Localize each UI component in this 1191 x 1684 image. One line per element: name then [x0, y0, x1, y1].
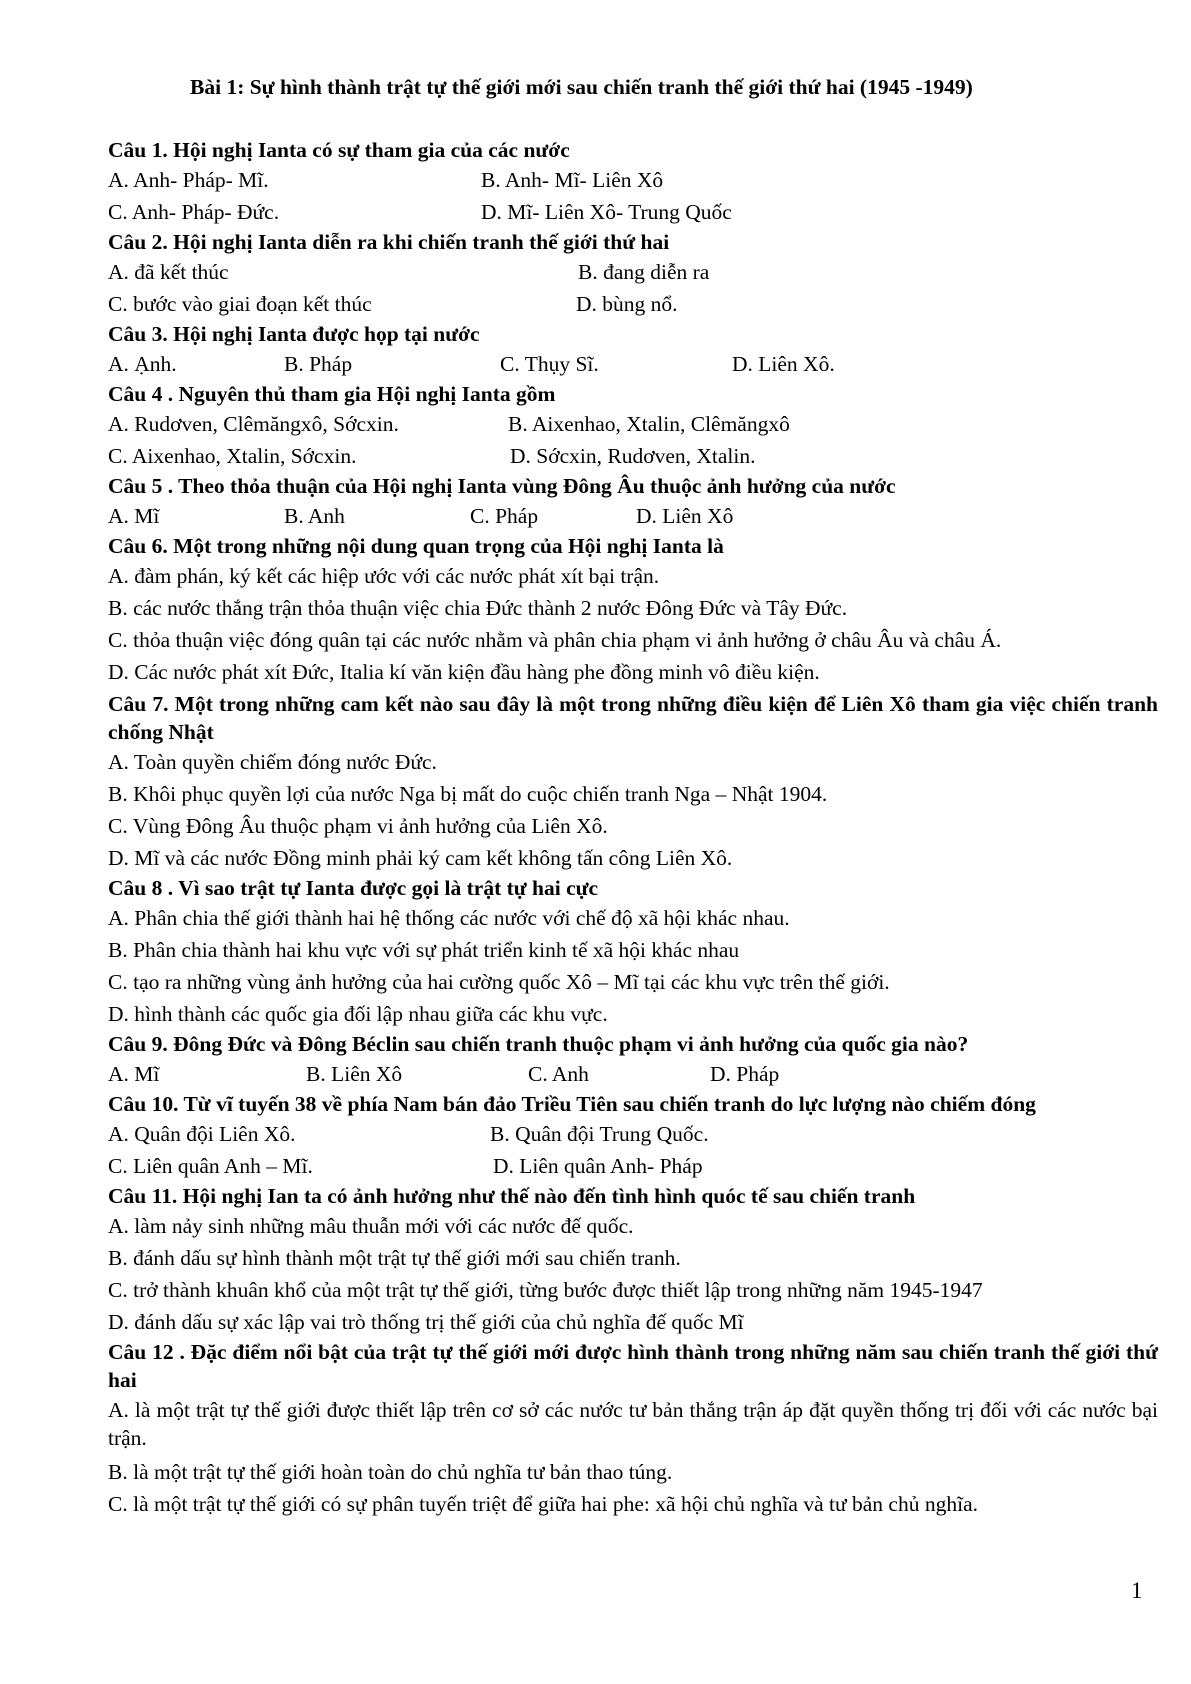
- question-3: [108, 320, 1158, 380]
- option-row: [108, 408, 1158, 440]
- option-c: C. Pháp: [470, 504, 539, 528]
- option-row: [108, 196, 1158, 228]
- option-b: B. đánh dấu sự hình thành một trật tự thế giới mới sau chiến tranh.: [108, 1246, 681, 1270]
- option-a: A. đã kết thúc: [108, 260, 229, 284]
- question-text: Câu 8 . Vì sao trật tự Ianta được gọi là trật tự hai cực: [108, 876, 599, 900]
- option-d: D. Liên quân Anh- Pháp: [493, 1154, 703, 1178]
- question-text: Câu 1. Hội nghị Ianta có sự tham gia của các nước: [108, 138, 570, 162]
- option-a: A. Mĩ: [108, 1062, 160, 1086]
- option-d: D. hình thành các quốc gia đối lập nhau giữa các khu vực.: [108, 1002, 608, 1026]
- option-b: B. Anh: [284, 504, 345, 528]
- option-b: B. các nước thắng trận thỏa thuận việc chia Đức thành 2 nước Đông Đức và Tây Đức.: [108, 596, 848, 620]
- option-a: A. Rudơven, Clêmăngxô, Sớcxin.: [108, 412, 399, 436]
- question-text: Câu 11. Hội nghị Ian ta có ảnh hưởng như thế nào đến tình hình quóc tế sau chiến tranh: [108, 1184, 916, 1208]
- option-row: [108, 500, 1158, 532]
- question-12: [108, 1338, 1158, 1520]
- question-text: Câu 2. Hội nghị Ianta diễn ra khi chiến tranh thế giới thứ hai: [108, 230, 670, 254]
- option-c: C. tạo ra những vùng ảnh hưởng của hai cường quốc Xô – Mĩ tại các khu vực trên thế giới.: [108, 970, 890, 994]
- option-d: D. Sớcxin, Rudơven, Xtalin.: [510, 444, 756, 468]
- option-row: [108, 1150, 1158, 1182]
- question-2: [108, 228, 1158, 320]
- option-a: A. là một trật tự thế giới được thiết lập trên cơ sở các nước tư bản thắng trận áp đặt quyền thống trị đối với các nước bại trận.: [108, 1398, 1158, 1450]
- question-6: [108, 532, 1158, 688]
- option-row: [108, 1118, 1158, 1150]
- option-c: C. Vùng Đông Âu thuộc phạm vi ảnh hưởng của Liên Xô.: [108, 814, 608, 838]
- question-4: [108, 380, 1158, 472]
- option-row: [108, 288, 1158, 320]
- question-8: [108, 874, 1158, 1030]
- option-c: C. thỏa thuận việc đóng quân tại các nước nhằm và phân chia phạm vi ảnh hưởng ở châu Âu và châu Á.: [108, 628, 1002, 652]
- question-list: [108, 136, 1158, 1520]
- option-c: C. trở thành khuân khổ của một trật tự thế giới, từng bước được thiết lập trong những năm 1945-1947: [108, 1278, 983, 1302]
- document-title: Bài 1: Sự hình thành trật tự thế giới mới sau chiến tranh thế giới thứ hai (1945 -1949): [190, 75, 973, 99]
- question-text: Câu 7. Một trong những cam kết nào sau đây là một trong những điều kiện để Liên Xô tham gia việc chiến tranh chống Nhật: [108, 692, 1158, 744]
- option-d: D. Liên Xô.: [732, 352, 835, 376]
- option-c: C. Liên quân Anh – Mĩ.: [108, 1154, 313, 1178]
- question-11: [108, 1182, 1158, 1338]
- page-number: 1: [1131, 1578, 1143, 1603]
- option-d: D. Mĩ- Liên Xô- Trung Quốc: [481, 200, 732, 224]
- option-b: B. Liên Xô: [306, 1062, 403, 1086]
- question-10: [108, 1090, 1158, 1182]
- option-d: D. bùng nổ.: [576, 292, 678, 316]
- option-a: A. đàm phán, ký kết các hiệp ước với các nước phát xít bại trận.: [108, 564, 660, 588]
- option-b: B. Quân đội Trung Quốc.: [490, 1122, 709, 1146]
- option-a: A. Toàn quyền chiếm đóng nước Đức.: [108, 750, 437, 774]
- option-a: A. Quân đội Liên Xô.: [108, 1122, 296, 1146]
- option-c: C. là một trật tự thế giới có sự phân tuyến triệt để giữa hai phe: xã hội chủ nghĩa và tư bản chủ nghĩa.: [108, 1492, 978, 1516]
- option-a: A. Mĩ: [108, 504, 160, 528]
- question-text: Câu 4 . Nguyên thủ tham gia Hội nghị Ianta gồm: [108, 382, 556, 406]
- question-7: [108, 690, 1158, 874]
- option-row: [108, 1058, 1158, 1090]
- question-text: Câu 3. Hội nghị Ianta được họp tại nước: [108, 322, 480, 346]
- option-d: D. Các nước phát xít Đức, Italia kí văn kiện đầu hàng phe đồng minh vô điều kiện.: [108, 660, 820, 684]
- question-9: [108, 1030, 1158, 1090]
- option-d: D. Pháp: [710, 1062, 780, 1086]
- option-c: C. Anh: [528, 1062, 589, 1086]
- option-b: B. là một trật tự thế giới hoàn toàn do chủ nghĩa tư bản thao túng.: [108, 1460, 673, 1484]
- question-1: [108, 136, 1158, 228]
- option-d: D. đánh dấu sự xác lập vai trò thống trị thế giới của chủ nghĩa đế quốc Mĩ: [108, 1310, 744, 1334]
- option-b: B. Anh- Mĩ- Liên Xô: [481, 168, 664, 192]
- option-a: A. Phân chia thế giới thành hai hệ thống các nước với chế độ xã hội khác nhau.: [108, 906, 790, 930]
- option-a: A. làm nảy sinh những mâu thuẫn mới với các nước đế quốc.: [108, 1214, 634, 1238]
- option-a: A. Ạnh.: [108, 352, 177, 376]
- question-text: Câu 12 . Đặc điểm nổi bật của trật tự thế giới mới được hình thành trong những năm sau chiến tranh thế giới thứ hai: [108, 1340, 1158, 1392]
- option-row: [108, 440, 1158, 472]
- option-a: A. Anh- Pháp- Mĩ.: [108, 168, 269, 192]
- question-text: Câu 5 . Theo thỏa thuận của Hội nghị Ianta vùng Đông Âu thuộc ảnh hưởng của nước: [108, 474, 896, 498]
- option-row: [108, 348, 1158, 380]
- option-row: [108, 256, 1158, 288]
- option-b: B. Pháp: [284, 352, 353, 376]
- option-d: D. Liên Xô: [636, 504, 734, 528]
- option-d: D. Mĩ và các nước Đồng minh phải ký cam kết không tấn công Liên Xô.: [108, 846, 733, 870]
- question-text: Câu 9. Đông Đức và Đông Béclin sau chiến tranh thuộc phạm vi ảnh hưởng của quốc gia nào?: [108, 1032, 969, 1056]
- option-c: C. Thụy Sĩ.: [500, 352, 599, 376]
- option-c: C. Aixenhao, Xtalin, Sớcxin.: [108, 444, 357, 468]
- question-text: Câu 10. Từ vĩ tuyến 38 về phía Nam bán đảo Triều Tiên sau chiến tranh do lực lượng nào chiếm đóng: [108, 1092, 1036, 1116]
- question-5: [108, 472, 1158, 532]
- option-b: B. Aixenhao, Xtalin, Clêmăngxô: [508, 412, 790, 436]
- option-c: C. bước vào giai đoạn kết thúc: [108, 292, 372, 316]
- option-c: C. Anh- Pháp- Đức.: [108, 200, 280, 224]
- question-text: Câu 6. Một trong những nội dung quan trọng của Hội nghị Ianta là: [108, 534, 724, 558]
- option-b: B. Phân chia thành hai khu vực với sự phát triển kinh tế xã hội khác nhau: [108, 938, 740, 962]
- option-b: B. đang diễn ra: [578, 260, 710, 284]
- option-row: [108, 164, 1158, 196]
- option-b: B. Khôi phục quyền lợi của nước Nga bị mất do cuộc chiến tranh Nga – Nhật 1904.: [108, 782, 828, 806]
